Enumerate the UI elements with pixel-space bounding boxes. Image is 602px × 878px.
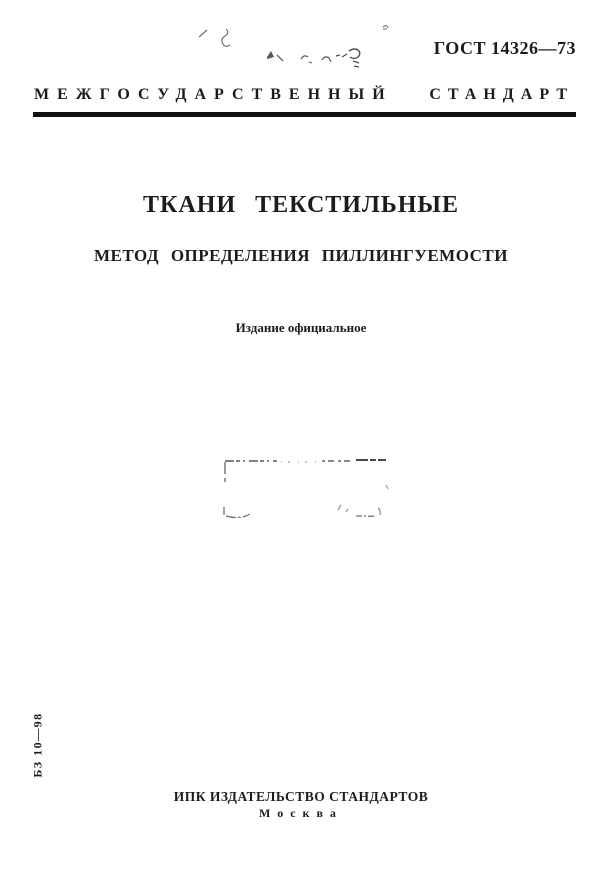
publisher-imprint: ИПК ИЗДАТЕЛЬСТВО СТАНДАРТОВ <box>173 789 429 804</box>
header-rule <box>33 112 576 117</box>
faded-stamp-outline-icon <box>218 450 393 525</box>
side-registration-code: БЗ 10—98 <box>30 712 45 778</box>
edition-note: Издание официальное <box>235 320 367 335</box>
document-title: ТКАНИ ТЕКСТИЛЬНЫЕ <box>143 192 459 218</box>
standard-type-header <box>34 86 574 104</box>
standard-number: ГОСТ 14326—73 <box>433 38 576 58</box>
pencil-scribble-icon <box>185 15 400 75</box>
header-word-right: СТАНДАРТ <box>429 86 574 103</box>
header-word-left: МЕЖГОСУДАРСТВЕННЫЙ <box>34 86 393 103</box>
publisher-city: Москва <box>259 806 343 820</box>
document-subtitle: МЕТОД ОПРЕДЕЛЕНИЯ ПИЛЛИНГУЕМОСТИ <box>94 246 508 265</box>
